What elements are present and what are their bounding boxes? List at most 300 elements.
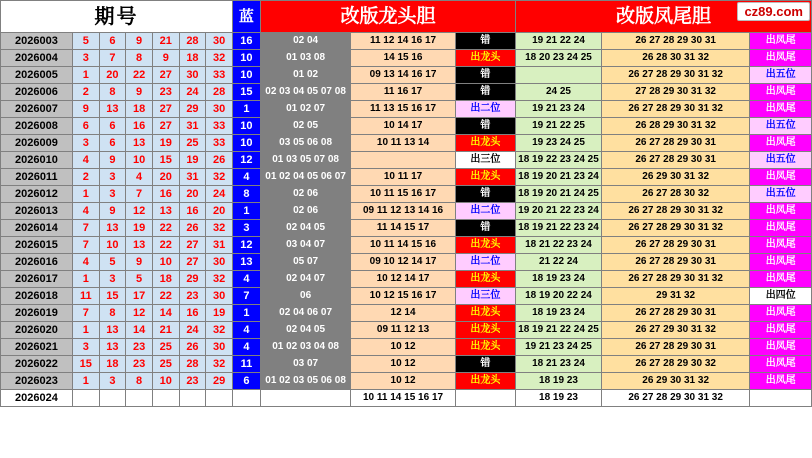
row-phoenix-result: 出凤尾 [750,84,812,101]
table-row [1,305,812,322]
row-ball-5: 29 [179,101,206,118]
row-ball-5: 30 [179,67,206,84]
row-blue-ball: 10 [233,118,261,135]
row-phoenix-high: 26 27 28 29 30 31 32 [601,220,749,237]
row-ball-6: 30 [206,101,233,118]
table-row [1,67,812,84]
row-phoenix-high: 26 27 28 29 30 31 [601,237,749,254]
row-ball-3: 23 [126,339,153,356]
row-ball-2: 6 [99,33,126,50]
row-dragon-low: 01 02 03 04 08 [260,339,350,356]
row-ball-2: 15 [99,288,126,305]
row-issue: 2026015 [1,237,73,254]
row-dragon-result: 错 [455,84,515,101]
row-issue: 2026012 [1,186,73,203]
row-issue: 2026009 [1,135,73,152]
row-phoenix-high: 26 27 28 29 30 31 32 [601,67,749,84]
row-ball-3: 13 [126,135,153,152]
row-phoenix-high: 26 27 28 29 30 31 32 [601,203,749,220]
row-dragon-low: 03 04 07 [260,237,350,254]
row-phoenix-high: 26 27 28 29 30 32 [601,356,749,373]
row-phoenix-high: 26 27 28 29 30 31 [601,152,749,169]
row-dragon-high: 10 12 [351,339,455,356]
row-ball-3: 8 [126,373,153,390]
row-dragon-high: 10 11 15 16 17 [351,186,455,203]
row-dragon-low: 02 06 07 [260,390,350,407]
table-row [1,373,812,390]
row-ball-6: 30 [206,288,233,305]
row-ball-4: 21 [152,33,179,50]
row-ball-2: 8 [99,305,126,322]
row-ball-1: 1 [72,271,99,288]
row-ball-1: 7 [72,305,99,322]
row-phoenix-result: 出五位 [750,152,812,169]
row-ball-1: 15 [72,356,99,373]
row-dragon-result: 出龙头 [455,50,515,67]
row-phoenix-high: 26 27 28 30 32 [601,186,749,203]
row-blue-ball: 15 [233,84,261,101]
row-blue-ball: 6 [233,373,261,390]
row-phoenix-result: 出凤尾 [750,305,812,322]
row-dragon-result: 出二位 [455,101,515,118]
row-dragon-result: 出三位 [455,152,515,169]
row-ball-4: 22 [152,237,179,254]
row-dragon-result: 错 [455,118,515,135]
row-issue: 2026014 [1,220,73,237]
row-blue-ball: 4 [233,339,261,356]
row-ball-4: 27 [152,118,179,135]
row-ball-5: 24 [179,84,206,101]
row-dragon-low: 01 02 04 05 06 07 [260,169,350,186]
site-watermark: cz89.com [737,2,810,21]
row-issue: 2026018 [1,288,73,305]
row-dragon-low: 03 07 [260,356,350,373]
table-row [1,254,812,271]
row-ball-1: 7 [72,220,99,237]
row-ball-6: 33 [206,67,233,84]
header-dragon: 改版龙头胆 [260,1,515,33]
row-dragon-high: 10 12 15 16 17 [351,288,455,305]
row-dragon-result: 出龙头 [455,305,515,322]
row-dragon-high: 12 14 [351,305,455,322]
row-dragon-high: 10 14 17 [351,118,455,135]
row-dragon-low: 02 06 [260,203,350,220]
row-phoenix-high: 26 27 28 29 30 31 [601,305,749,322]
row-dragon-high: 11 16 17 [351,84,455,101]
row-dragon-high: 09 10 12 14 17 [351,254,455,271]
row-ball-1: 4 [72,254,99,271]
row-dragon-high: 11 13 15 16 17 [351,101,455,118]
row-ball-4: 10 [152,373,179,390]
row-phoenix-result: 出凤尾 [750,50,812,67]
row-ball-5: 31 [179,118,206,135]
row-dragon-result: 出二位 [455,254,515,271]
row-ball-2: 9 [99,203,126,220]
row-ball-6: 30 [206,254,233,271]
row-blue-ball: 7 [233,288,261,305]
row-blue-ball: 10 [233,135,261,152]
row-phoenix-high: 26 27 28 29 30 31 [601,135,749,152]
table-body [1,33,812,407]
row-ball-6 [206,390,233,407]
table-row [1,390,812,407]
row-ball-2: 8 [99,84,126,101]
row-ball-5: 26 [179,339,206,356]
row-phoenix-low: 18 19 22 23 24 25 [516,152,602,169]
row-ball-3: 14 [126,322,153,339]
row-phoenix-result: 出凤尾 [750,271,812,288]
row-ball-3: 7 [126,186,153,203]
row-phoenix-result: 出凤尾 [750,33,812,50]
row-ball-6: 30 [206,33,233,50]
row-ball-1: 3 [72,339,99,356]
row-phoenix-low: 18 19 23 24 [516,305,602,322]
row-ball-2: 13 [99,339,126,356]
row-ball-5: 20 [179,186,206,203]
row-phoenix-result: 出凤尾 [750,356,812,373]
table-row [1,84,812,101]
row-ball-6: 31 [206,237,233,254]
row-ball-6: 33 [206,135,233,152]
row-ball-2 [99,390,126,407]
row-dragon-high: 11 12 14 16 17 [351,33,455,50]
row-ball-2: 10 [99,237,126,254]
row-ball-2: 3 [99,186,126,203]
row-phoenix-low: 19 21 22 25 [516,118,602,135]
table-row [1,288,812,305]
row-ball-5: 31 [179,169,206,186]
row-ball-6: 19 [206,305,233,322]
row-phoenix-high: 27 28 29 30 31 32 [601,84,749,101]
row-ball-4: 23 [152,84,179,101]
row-phoenix-low: 18 19 20 21 24 25 [516,186,602,203]
table-row [1,356,812,373]
table-row [1,50,812,67]
row-blue-ball [233,390,261,407]
row-ball-5: 28 [179,33,206,50]
row-phoenix-low: 18 21 23 24 [516,356,602,373]
row-phoenix-low: 18 19 23 [516,373,602,390]
row-dragon-result: 错 [455,33,515,50]
row-dragon-low: 02 04 05 [260,322,350,339]
row-dragon-low: 06 [260,288,350,305]
row-issue: 2026023 [1,373,73,390]
row-ball-2: 6 [99,135,126,152]
row-phoenix-high: 26 27 28 29 30 31 32 [601,390,749,407]
row-dragon-low: 01 02 03 05 06 08 [260,373,350,390]
row-ball-4: 27 [152,101,179,118]
row-phoenix-result: 出五位 [750,186,812,203]
row-phoenix-low: 18 19 20 21 23 24 [516,169,602,186]
row-ball-6: 26 [206,152,233,169]
row-ball-4: 16 [152,186,179,203]
row-issue: 2026007 [1,101,73,118]
row-dragon-high: 10 11 14 15 16 [351,237,455,254]
row-dragon-low: 02 03 04 05 07 08 [260,84,350,101]
row-ball-3: 12 [126,203,153,220]
row-blue-ball: 13 [233,254,261,271]
row-ball-3: 13 [126,237,153,254]
row-phoenix-result: 出四位 [750,288,812,305]
row-phoenix-result: 出凤尾 [750,169,812,186]
row-dragon-high: 10 11 14 15 16 17 [351,390,455,407]
row-ball-4: 13 [152,203,179,220]
row-dragon-low: 02 04 06 07 [260,305,350,322]
row-ball-2: 3 [99,271,126,288]
table-row [1,118,812,135]
row-dragon-result: 出龙头 [455,169,515,186]
row-ball-1: 6 [72,118,99,135]
row-ball-1: 7 [72,237,99,254]
row-phoenix-low: 18 19 21 22 24 25 [516,322,602,339]
row-ball-5: 26 [179,220,206,237]
row-ball-4: 25 [152,356,179,373]
row-issue: 2026013 [1,203,73,220]
row-ball-4: 10 [152,254,179,271]
row-dragon-result: 错 [455,186,515,203]
row-phoenix-result: 出五位 [750,67,812,84]
row-blue-ball: 12 [233,152,261,169]
row-ball-5: 16 [179,203,206,220]
row-ball-3: 8 [126,50,153,67]
row-phoenix-low: 18 19 23 24 [516,271,602,288]
row-ball-4: 25 [152,339,179,356]
row-ball-6: 32 [206,50,233,67]
row-ball-6: 32 [206,220,233,237]
row-blue-ball: 4 [233,271,261,288]
row-phoenix-low: 18 21 22 23 24 [516,237,602,254]
row-dragon-high: 10 11 17 [351,169,455,186]
row-issue: 2026006 [1,84,73,101]
row-ball-6: 20 [206,203,233,220]
row-phoenix-result: 出凤尾 [750,237,812,254]
row-ball-4: 20 [152,169,179,186]
row-dragon-high: 09 13 14 16 17 [351,67,455,84]
row-ball-5: 29 [179,271,206,288]
table-row [1,220,812,237]
row-ball-6: 33 [206,118,233,135]
table-row [1,169,812,186]
row-ball-3: 17 [126,288,153,305]
row-dragon-result: 出龙头 [455,373,515,390]
row-dragon-result: 出龙头 [455,339,515,356]
row-dragon-low: 02 04 [260,33,350,50]
row-phoenix-low: 18 19 20 22 24 [516,288,602,305]
row-phoenix-low: 18 20 23 24 25 [516,50,602,67]
row-dragon-result [455,390,515,407]
row-phoenix-result: 出凤尾 [750,101,812,118]
row-ball-2: 7 [99,50,126,67]
row-ball-1: 4 [72,152,99,169]
row-dragon-result: 出二位 [455,203,515,220]
row-phoenix-high: 26 28 30 31 32 [601,50,749,67]
row-ball-5: 16 [179,305,206,322]
table-row [1,339,812,356]
table-row [1,101,812,118]
row-dragon-low: 02 05 [260,118,350,135]
row-dragon-low: 02 04 05 [260,220,350,237]
row-ball-2: 13 [99,220,126,237]
row-phoenix-high: 29 31 32 [601,288,749,305]
row-issue: 2026011 [1,169,73,186]
row-ball-2: 13 [99,322,126,339]
row-ball-3: 19 [126,220,153,237]
row-issue: 2026016 [1,254,73,271]
row-ball-1 [72,390,99,407]
row-phoenix-low: 19 21 23 24 [516,101,602,118]
row-dragon-result: 出龙头 [455,237,515,254]
row-ball-3: 9 [126,84,153,101]
row-blue-ball: 3 [233,220,261,237]
row-blue-ball: 16 [233,33,261,50]
row-ball-3: 9 [126,254,153,271]
row-issue: 2026022 [1,356,73,373]
row-ball-2: 20 [99,67,126,84]
row-ball-2: 18 [99,356,126,373]
row-dragon-result: 出三位 [455,288,515,305]
row-phoenix-result: 出凤尾 [750,322,812,339]
row-ball-4: 21 [152,322,179,339]
row-issue: 2026019 [1,305,73,322]
row-phoenix-low: 21 22 24 [516,254,602,271]
row-phoenix-high: 26 27 28 29 30 31 32 [601,101,749,118]
row-phoenix-low: 19 20 21 22 23 24 [516,203,602,220]
row-ball-5: 28 [179,356,206,373]
row-ball-1: 1 [72,186,99,203]
row-issue: 2026005 [1,67,73,84]
row-phoenix-low: 19 21 23 24 25 [516,339,602,356]
row-issue: 2026003 [1,33,73,50]
row-ball-3: 12 [126,305,153,322]
row-ball-4: 18 [152,271,179,288]
row-dragon-low: 01 02 07 [260,101,350,118]
row-ball-5: 23 [179,373,206,390]
row-ball-1: 3 [72,50,99,67]
row-phoenix-high: 26 27 28 29 30 31 [601,33,749,50]
row-issue: 2026024 [1,390,73,407]
row-dragon-high: 10 11 13 14 [351,135,455,152]
row-ball-1: 4 [72,203,99,220]
row-phoenix-result: 出凤尾 [750,220,812,237]
row-ball-4: 22 [152,288,179,305]
row-ball-5: 19 [179,152,206,169]
row-ball-6: 32 [206,356,233,373]
row-ball-2: 13 [99,101,126,118]
row-ball-5: 27 [179,254,206,271]
row-dragon-high: 10 12 [351,356,455,373]
row-ball-6: 28 [206,84,233,101]
row-ball-1: 1 [72,67,99,84]
row-phoenix-low: 19 21 22 24 [516,33,602,50]
row-phoenix-high: 26 27 29 30 31 32 [601,322,749,339]
row-ball-6: 32 [206,271,233,288]
row-ball-4: 27 [152,67,179,84]
row-ball-5: 24 [179,322,206,339]
row-phoenix-high: 26 27 28 29 30 31 32 [601,271,749,288]
row-ball-4: 22 [152,220,179,237]
row-phoenix-low [516,67,602,84]
row-ball-1: 2 [72,84,99,101]
row-ball-4: 15 [152,152,179,169]
row-dragon-low: 01 03 08 [260,50,350,67]
row-ball-3: 22 [126,67,153,84]
row-dragon-result: 出龙头 [455,322,515,339]
row-ball-4: 19 [152,135,179,152]
header-issue: 期号 [1,1,233,33]
table-row [1,203,812,220]
row-ball-2: 3 [99,373,126,390]
row-blue-ball: 4 [233,169,261,186]
row-dragon-result: 出龙头 [455,271,515,288]
row-ball-2: 5 [99,254,126,271]
row-ball-5: 25 [179,135,206,152]
row-ball-5: 18 [179,50,206,67]
row-dragon-low: 03 05 06 08 [260,135,350,152]
table-header-row [1,1,812,33]
table-row [1,152,812,169]
header-blue: 蓝 [233,1,261,33]
row-phoenix-high: 26 28 29 30 31 32 [601,118,749,135]
row-ball-4: 9 [152,50,179,67]
row-phoenix-result [750,390,812,407]
row-phoenix-result: 出五位 [750,118,812,135]
row-dragon-high: 11 14 15 17 [351,220,455,237]
row-ball-1: 1 [72,373,99,390]
row-phoenix-result: 出凤尾 [750,135,812,152]
row-issue: 2026020 [1,322,73,339]
row-ball-3: 5 [126,271,153,288]
row-dragon-high: 09 11 12 13 14 16 [351,203,455,220]
row-ball-6: 24 [206,186,233,203]
row-ball-3 [126,390,153,407]
row-phoenix-high: 26 29 30 31 32 [601,169,749,186]
row-issue: 2026021 [1,339,73,356]
row-ball-5 [179,390,206,407]
row-blue-ball: 12 [233,237,261,254]
row-dragon-high: 14 15 16 [351,50,455,67]
row-dragon-result: 出龙头 [455,135,515,152]
row-phoenix-result: 出凤尾 [750,373,812,390]
row-issue: 2026017 [1,271,73,288]
row-ball-6: 29 [206,373,233,390]
row-dragon-result: 错 [455,220,515,237]
row-issue: 2026004 [1,50,73,67]
row-dragon-result: 错 [455,67,515,84]
row-blue-ball: 10 [233,67,261,84]
row-ball-5: 23 [179,288,206,305]
row-phoenix-result: 出凤尾 [750,203,812,220]
row-blue-ball: 11 [233,356,261,373]
table-row [1,322,812,339]
row-dragon-high: 09 11 12 13 [351,322,455,339]
table-row [1,271,812,288]
row-phoenix-result: 出凤尾 [750,339,812,356]
row-ball-4 [152,390,179,407]
row-ball-3: 9 [126,33,153,50]
row-blue-ball: 4 [233,322,261,339]
row-blue-ball: 10 [233,50,261,67]
row-dragon-low: 01 03 05 07 08 [260,152,350,169]
row-ball-1: 1 [72,322,99,339]
row-blue-ball: 1 [233,305,261,322]
row-ball-4: 14 [152,305,179,322]
row-ball-3: 18 [126,101,153,118]
row-dragon-high: 10 12 [351,373,455,390]
row-ball-3: 16 [126,118,153,135]
row-dragon-result: 错 [455,356,515,373]
header-phoenix: 改版凤尾胆 [516,1,812,33]
row-dragon-high [351,152,455,169]
